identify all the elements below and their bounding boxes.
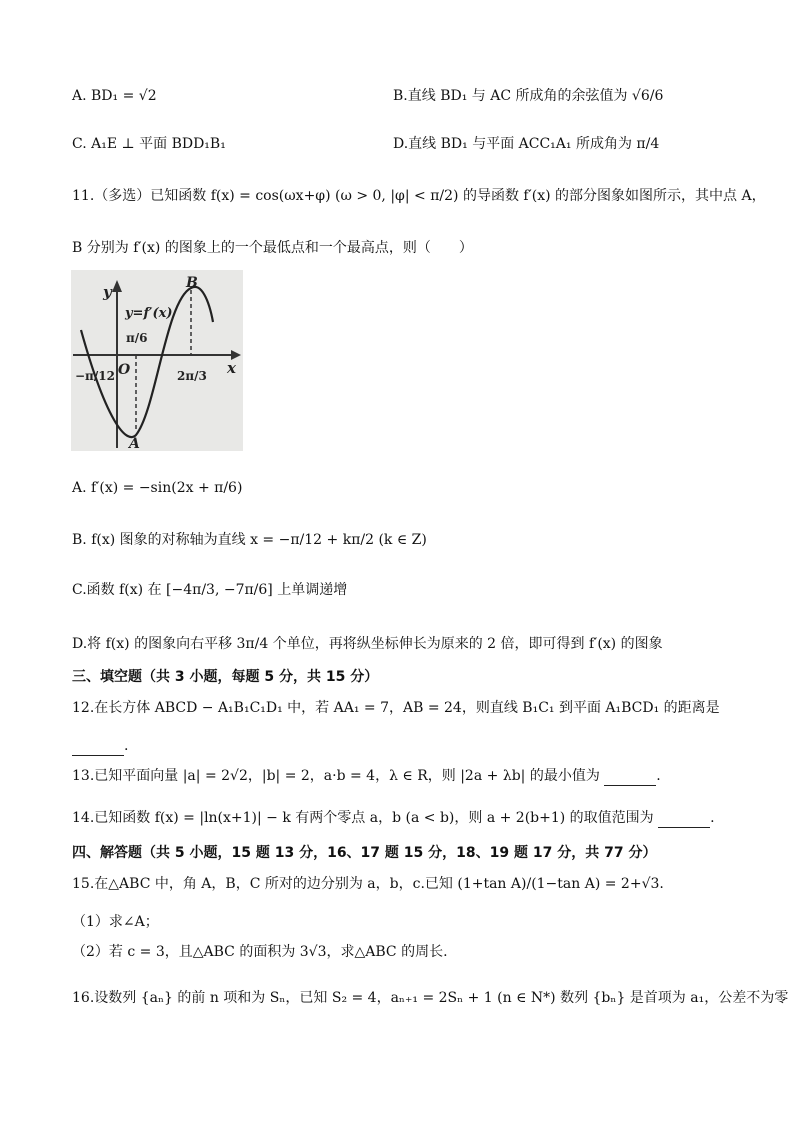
function-label: y=f′(x) [125, 306, 173, 321]
q13-line [72, 766, 661, 786]
q14-answer-blank[interactable] [658, 813, 710, 828]
q16-stem: 16.设数列 {aₙ} 的前 n 项和为 Sₙ，已知 S₂ = 4，aₙ₊₁ = 2Sₙ + 1 (n ∈ N*) 数列 {bₙ} 是首项为 a₁，公差不为零 [72, 990, 789, 1006]
q15-stem: 15.在△ABC 中，角 A，B，C 所对的边分别为 a，b，c.已知 (1+tan A)/(1−tan A) = 2+√3. [72, 876, 664, 892]
q11-option-b: B. f(x) 图象的对称轴为直线 x = −π/12 + kπ/2 (k ∈ Z) [72, 532, 427, 548]
q10-option-d: D.直线 BD₁ 与平面 ACC₁A₁ 所成角为 π/4 [393, 136, 660, 152]
q11-stem-line2: B 分别为 f′(x) 的图象上的一个最低点和一个最高点，则（ ） [72, 240, 473, 256]
q12-answer-line [72, 736, 128, 756]
q14-stem: 14.已知函数 f(x) = |ln(x+1)| − k 有两个零点 a，b (a < b)，则 a + 2(b+1) 的取值范围为 [72, 810, 654, 826]
tick-neg-pi-12: −π/12 [75, 369, 115, 383]
q10-option-a: A. BD₁ = √2 [72, 88, 157, 104]
q10-option-b: B.直线 BD₁ 与 AC 所成角的余弦值为 √6/6 [393, 88, 664, 104]
q14-line [72, 808, 715, 828]
q12-stem: 12.在长方体 ABCD − A₁B₁C₁D₁ 中，若 AA₁ = 7，AB = 24，则直线 B₁C₁ 到平面 A₁BCD₁ 的距离是 [72, 700, 720, 716]
q13-stem: 13.已知平面向量 |a| = 2√2，|b| = 2，a·b = 4，λ ∈ R，则 |2a + λb| 的最小值为 [72, 768, 600, 784]
q10-option-c: C. A₁E ⊥ 平面 BDD₁B₁ [72, 136, 226, 152]
q11-option-d: D.将 f(x) 的图象向右平移 3π/4 个单位，再将纵坐标伸长为原来的 2 倍，即可得到 f′(x) 的图象 [72, 636, 663, 652]
tick-pi-6: π/6 [126, 331, 148, 345]
q11-stem-line1: 11.（多选）已知函数 f(x) = cos(ωx+φ) (ω > 0, |φ| < π/2) 的导函数 f′(x) 的部分图象如图所示，其中点 A， [72, 188, 766, 204]
derivative-graph-figure [71, 270, 243, 451]
point-b-label: B [186, 275, 198, 291]
q13-period: . [656, 768, 661, 784]
x-axis-label: x [227, 359, 236, 377]
q14-period: . [710, 810, 715, 826]
section-3-title: 三、填空题（共 3 小题，每题 5 分，共 15 分） [72, 669, 379, 685]
q15-part-2: （2）若 c = 3，且△ABC 的面积为 3√3，求△ABC 的周长. [72, 944, 448, 960]
q13-answer-blank[interactable] [604, 771, 656, 786]
q11-option-a: A. f′(x) = −sin(2x + π/6) [72, 480, 243, 496]
origin-label: O [118, 362, 131, 378]
y-axis-label: y [103, 283, 112, 301]
q11-option-c: C.函数 f(x) 在 [−4π/3, −7π/6] 上单调递增 [72, 582, 348, 598]
q11-graph [71, 270, 243, 451]
section-4-title: 四、解答题（共 5 小题，15 题 13 分，16、17 题 15 分，18、19 题 17 分，共 77 分） [72, 845, 657, 861]
q12-period: . [124, 738, 129, 754]
q15-part-1: （1）求∠A； [72, 914, 159, 930]
y-axis-arrow [112, 280, 122, 292]
q12-answer-blank[interactable] [72, 741, 124, 756]
tick-2pi-3: 2π/3 [177, 369, 207, 383]
point-a-label: A [129, 436, 140, 451]
